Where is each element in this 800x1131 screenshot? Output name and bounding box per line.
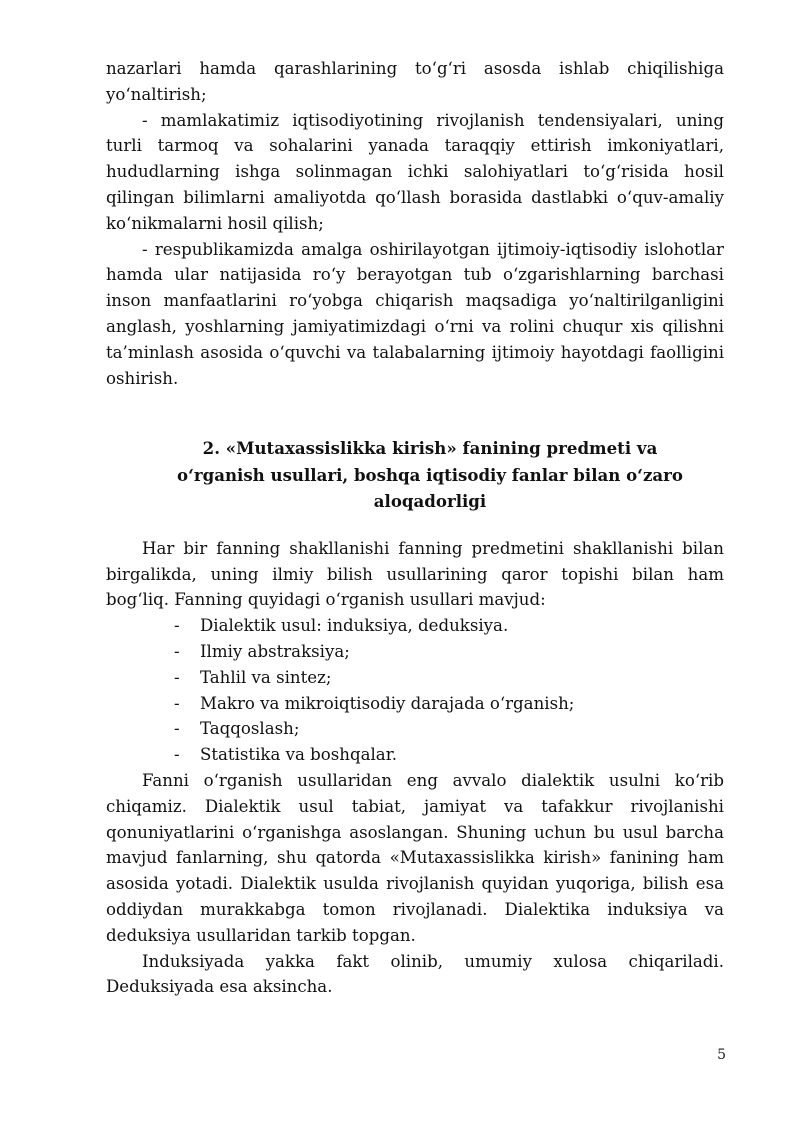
list-item: - Dialektik usul: induksiya, deduksiya.: [174, 613, 724, 639]
body-paragraph-dialectic: Fanni o‘rganish usullaridan eng avvalo dialektik usulni ko‘rib chiqamiz. Dialektik usul tabiat, jamiyat va tafakkur rivojlanishi qonuniyatlarini o‘rganishga asoslangan. Shuning uchun bu usul barcha mavjud fanlarning, shu qatorda «Mutaxassislikka kirish» fanining ham asosida yotadi. Dialektik usulda rivojlanish quyidan yuqoriga, bilish esa oddiydan murakkabga tomon rivojlanadi. Dialektika induksiya va deduksiya usullaridan tarkib topgan.: [106, 771, 724, 945]
list-item: - Ilmiy abstraksiya;: [174, 639, 724, 665]
section-heading-line-1: 2. «Mutaxassislikka kirish» fanining predmeti va: [202, 438, 658, 459]
list-item: - Tahlil va sintez;: [174, 665, 724, 691]
paragraph-continuation: nazarlari hamda qarashlarining to‘g‘ri asosda ishlab chiqilishiga yo‘naltirish;: [106, 59, 724, 104]
intro-paragraph: Har bir fanning shakllanishi fanning predmetini shakllanishi bilan birgalikda, uning ilmiy bilish usullarining qaror topishi bilan ham bog‘liq. Fanning quyidagi o‘rganish usullari mavjud:: [106, 538, 724, 610]
list-item: - Statistika va boshqalar.: [174, 742, 724, 768]
paragraph-bullet-2: - respublikamizda amalga oshirilayotgan ijtimoiy-iqtisodiy islohotlar hamda ular natijasida ro‘y berayotgan tub o‘zgarishlarning barchasi inson manfaatlarini ro‘yobga chiqarish maqsadiga yo‘naltirilganligini anglash, yoshlarning jamiyatimizdagi o‘rni va rolini chuqur xis qilishni ta’minlash asosida o‘quvchi va talabalarning ijtimoiy hayotdagi faolligini oshirish.: [106, 239, 724, 388]
paragraph-bullet-1: - mamlakatimiz iqtisodiyotining rivojlanish tendensiyalari, uning turli tarmoq va sohalarini yanada taraqqiy ettirish imkoniyatlari, hududlarning ishga solinmagan ichki salohiyatlari to‘g‘risida hosil qilingan bilimlarni amaliyotda qo‘llash borasida dastlabki o‘quv-amaliy ko‘nikmalarni hosil qilish;: [106, 110, 724, 233]
document-page: [106, 56, 724, 1000]
section-heading: [106, 435, 724, 515]
section-heading-line-3: aloqadorligi: [373, 491, 487, 512]
section-heading-line-2: o‘rganish usullari, boshqa iqtisodiy fanlar bilan o‘zaro: [177, 464, 683, 485]
page-number: 5: [717, 1047, 726, 1063]
methods-list: [106, 613, 724, 768]
body-paragraph-induction: Induksiyada yakka fakt olinib, umumiy xulosa chiqariladi. Deduksiyada esa aksincha.: [106, 951, 724, 997]
list-item: - Makro va mikroiqtisodiy darajada o‘rganish;: [174, 691, 724, 717]
list-item: - Taqqoslash;: [174, 716, 724, 742]
